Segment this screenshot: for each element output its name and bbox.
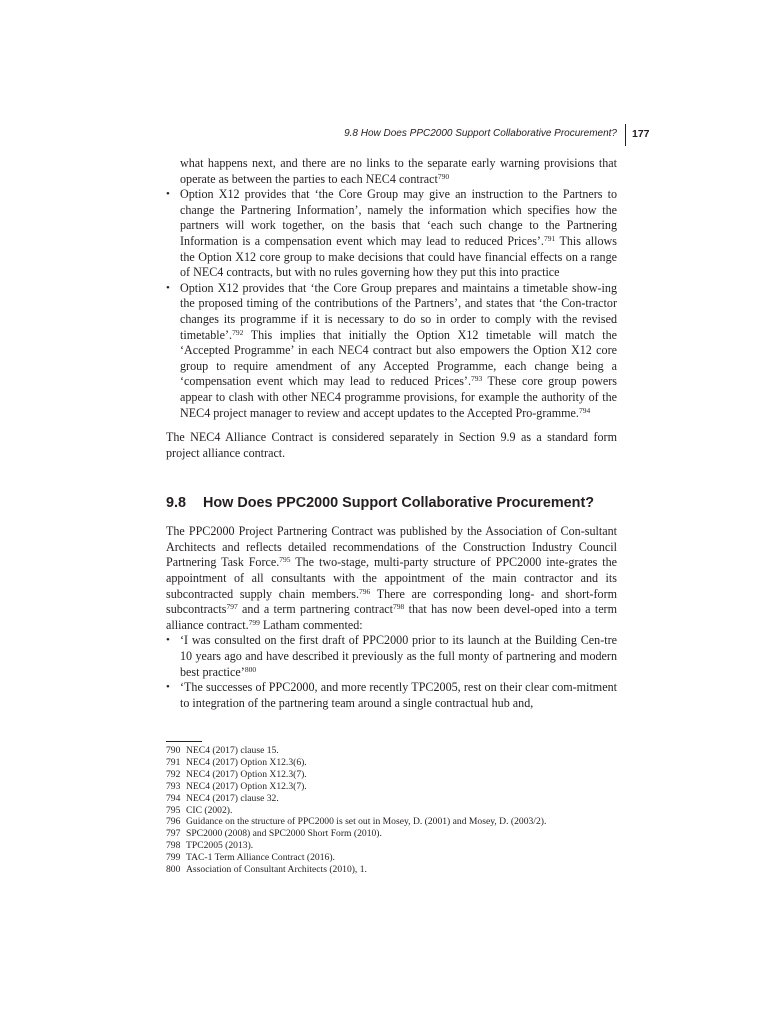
running-head: 9.8 How Does PPC2000 Support Collaborative Procurement? bbox=[344, 128, 617, 139]
bullet-text: ‘The successes of PPC2000, and more recently TPC2005, rest on their clear com-mitment to integration of the partnering team around a single contractual hub and, bbox=[180, 680, 617, 710]
bullet-text-cont: This allows the Option X12 core group to make decisions that could have financial effects on a range of NEC4 contracts, but with no rules governing how they put this into practice bbox=[180, 233, 617, 280]
footnote-text: TPC2005 (2013). bbox=[186, 840, 254, 852]
footnote bbox=[166, 816, 617, 828]
footnote bbox=[166, 852, 617, 864]
footnote-text: NEC4 (2017) clause 15. bbox=[186, 745, 279, 756]
footnote-ref-796[interactable]: 796 bbox=[359, 586, 371, 596]
list-item bbox=[166, 187, 617, 281]
section-title: How Does PPC2000 Support Collaborative Procurement? bbox=[203, 495, 595, 512]
footnote-text: SPC2000 (2008) and SPC2000 Short Form (2010). bbox=[186, 828, 382, 840]
intro-paragraph bbox=[166, 524, 617, 633]
footnote-text: Guidance on the structure of PPC2000 is set out in Mosey, D. (2001) and Mosey, D. (2003/2). bbox=[186, 816, 547, 828]
footnote-number: 792 bbox=[166, 768, 181, 780]
body-text bbox=[166, 156, 617, 711]
continuation-paragraph bbox=[166, 156, 617, 187]
footnote-text: CIC (2002). bbox=[186, 804, 233, 816]
bullet-icon: • bbox=[166, 681, 170, 694]
footnote-text: NEC4 (2017) clause 32. bbox=[186, 792, 279, 804]
footnote-number: 798 bbox=[166, 840, 181, 852]
footnote-text: TAC-1 Term Alliance Contract (2016). bbox=[186, 852, 335, 864]
footnote bbox=[166, 828, 617, 840]
page-number: 177 bbox=[632, 128, 650, 140]
footnote-ref-797[interactable]: 797 bbox=[226, 602, 238, 612]
footnote bbox=[166, 864, 617, 876]
footnote-ref-798[interactable]: 798 bbox=[393, 602, 405, 612]
bullet-text: ‘I was consulted on the first draft of PPC2000 prior to its launch at the Building Cen-tre 10 years ago and have described it previously as the full monty of partnering and modern best practice’ bbox=[180, 633, 617, 679]
footnote-number: 796 bbox=[166, 816, 181, 828]
list-item bbox=[166, 281, 617, 421]
bullet-text-cont: This implies that initially the Option X12 timetable will match the ‘Accepted Programme’ in each NEC4 contract but also empowers the Option X12 core group to require amendment of any Accepted Programme, each change being a ‘compensation event which may lead to reduced Prices’. bbox=[180, 327, 617, 389]
list-item bbox=[166, 680, 617, 711]
bullet-list-option-x12 bbox=[166, 187, 617, 421]
footnote-number: 795 bbox=[166, 804, 181, 816]
intro-text: that has now been devel-oped into a term alliance contract. bbox=[166, 602, 617, 632]
footnote bbox=[166, 781, 617, 793]
footnote-number: 797 bbox=[166, 828, 181, 840]
intro-text: and a term partnering contract bbox=[237, 602, 394, 617]
footnote-number: 790 bbox=[166, 745, 181, 756]
bullet-text: Option X12 provides that ‘the Core Group may give an instruction to the Partners to change the Partnering Information’, namely the information which specifies how the partners will work together, on the basis that ‘each such change to the Partnering Information is a compensation event which may lead to reduced Prices’. bbox=[180, 187, 617, 248]
footnote-ref-791[interactable]: 791 bbox=[543, 233, 556, 243]
footnote-text: NEC4 (2017) Option X12.3(7). bbox=[186, 780, 307, 792]
footnote-number: 800 bbox=[166, 864, 181, 876]
footnote-rule bbox=[166, 741, 202, 742]
footnote-ref-793[interactable]: 793 bbox=[470, 374, 483, 384]
continuation-line-2: that operate as between the parties to each NEC4 contract bbox=[180, 156, 617, 186]
footnote-ref-795[interactable]: 795 bbox=[279, 555, 291, 565]
section-heading bbox=[166, 494, 617, 512]
footnote-ref-800[interactable]: 800 bbox=[244, 664, 257, 674]
footnote bbox=[166, 769, 617, 781]
footnote bbox=[166, 793, 617, 805]
footnote-number: 791 bbox=[166, 756, 181, 768]
footnote-number: 794 bbox=[166, 792, 181, 804]
header-rule bbox=[625, 124, 626, 146]
list-item bbox=[166, 633, 617, 680]
footnote bbox=[166, 745, 617, 757]
footnote bbox=[166, 757, 617, 769]
footnote-number: 799 bbox=[166, 852, 181, 864]
footnote-ref-794[interactable]: 794 bbox=[578, 405, 591, 415]
intro-text: The PPC2000 Project Partnering Contract was published by the Association of Con-sultant Architects and reflects detailed recommendations of the Construction Industry Council Partnering Task Force. bbox=[166, 524, 617, 570]
footnote-text: NEC4 (2017) Option X12.3(6). bbox=[186, 756, 307, 768]
closing-paragraph: The NEC4 Alliance Contract is considered separately in Section 9.9 as a standard form project alliance contract. bbox=[166, 430, 617, 460]
footnote-text: Association of Consultant Architects (2010), 1. bbox=[186, 864, 367, 876]
footnote-ref-799[interactable]: 799 bbox=[248, 617, 260, 627]
footnote bbox=[166, 805, 617, 817]
intro-text: Latham commented: bbox=[259, 617, 363, 632]
section-number: 9.8 bbox=[166, 495, 187, 512]
footnote-text: NEC4 (2017) Option X12.3(7). bbox=[186, 768, 307, 780]
footnote bbox=[166, 840, 617, 852]
footnote-number: 793 bbox=[166, 780, 181, 792]
continuation-line-1: what happens next, and there are no links to the separate early warning provisions bbox=[180, 156, 595, 170]
bullet-list-latham bbox=[166, 633, 617, 711]
intro-text: There are corresponding long- and short-form subcontracts bbox=[166, 586, 618, 617]
footnotes bbox=[166, 745, 617, 876]
footnote-ref-792[interactable]: 792 bbox=[232, 327, 244, 337]
bullet-icon: • bbox=[166, 634, 170, 647]
bullet-icon: • bbox=[166, 281, 170, 294]
bullet-text-cont: These core group powers appear to clash with other NEC4 programme provisions, for example the authority of the NEC4 project manager to review and accept updates to the Accepted Pro-gramme. bbox=[180, 374, 617, 420]
intro-text: The two-stage, multi-party structure of PPC2000 inte-grates the appointment of all consultants with the appointment of the main contractor and its subcontracted supply chain members. bbox=[166, 555, 617, 601]
footnote-ref-790[interactable]: 790 bbox=[437, 171, 450, 181]
bullet-text: Option X12 provides that ‘the Core Group prepares and maintains a timetable show-ing the proposed timing of the contributions of the Partners’, and states that ‘the Con-tractor changes its programme if it is necessary to do so in order to comply with the revised timetable’. bbox=[180, 280, 617, 342]
bullet-icon: • bbox=[166, 188, 170, 201]
